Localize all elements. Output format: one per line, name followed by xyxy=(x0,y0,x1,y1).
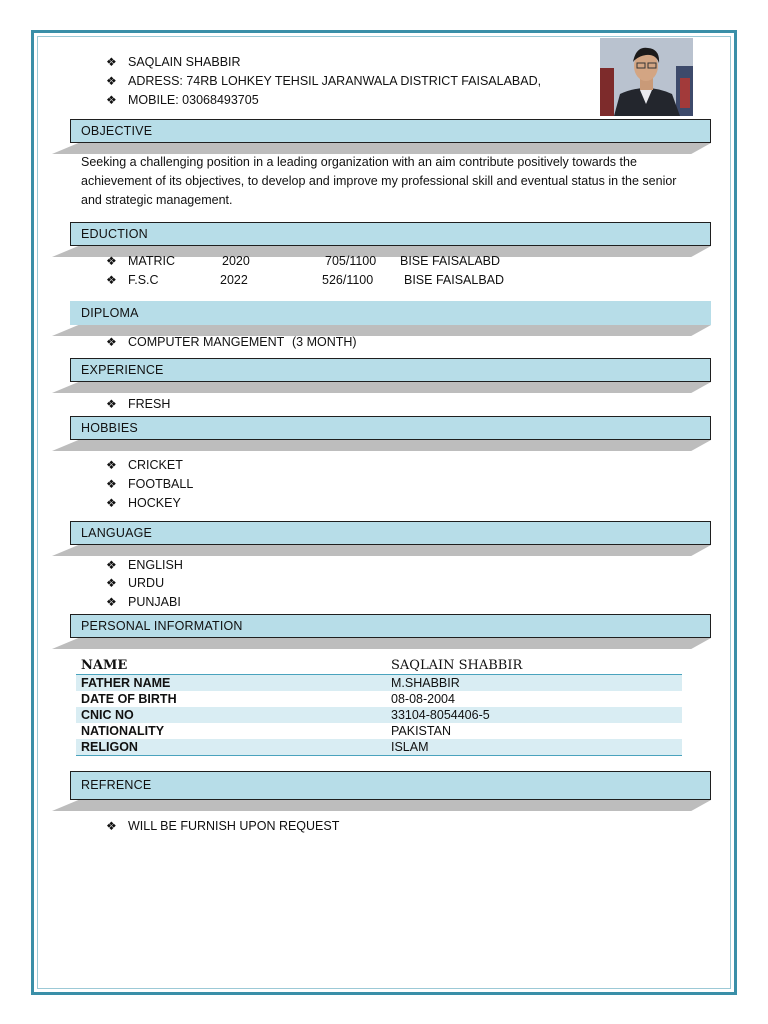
bullet-diamond-icon: ❖ xyxy=(106,335,117,349)
bullet-diamond-icon: ❖ xyxy=(106,477,117,491)
info-label: FATHER NAME xyxy=(76,675,386,692)
info-label: CNIC NO xyxy=(76,707,386,723)
section-header-experience: EXPERIENCE xyxy=(70,358,711,382)
contact-name: ❖ SAQLAIN SHABBIR xyxy=(106,55,241,69)
table-row xyxy=(76,675,682,692)
section-header-objective: OBJECTIVE xyxy=(70,119,711,143)
bullet-diamond-icon: ❖ xyxy=(106,55,117,69)
bullet-diamond-icon: ❖ xyxy=(106,595,117,609)
table-row xyxy=(76,707,682,723)
section-header-personal-information: PERSONAL INFORMATION xyxy=(70,614,711,638)
bullet-diamond-icon: ❖ xyxy=(106,254,117,268)
bullet-diamond-icon: ❖ xyxy=(106,74,117,88)
hobby-item: ❖ HOCKEY xyxy=(106,496,181,510)
info-label: DATE OF BIRTH xyxy=(81,692,177,706)
info-value: 33104-8054406-5 xyxy=(386,707,682,723)
table-row xyxy=(76,723,682,739)
education-board: BISE FAISALABD xyxy=(400,254,501,268)
profile-photo xyxy=(600,38,693,116)
education-year: 2020 xyxy=(222,254,250,268)
section-header-education: EDUCTION xyxy=(70,222,711,246)
info-value: ISLAM xyxy=(386,739,682,756)
contact-address: ❖ ADRESS: 74RB LOHKEY TEHSIL JARANWALA DISTRICT FAISALABAD, xyxy=(106,74,542,88)
bullet-diamond-icon: ❖ xyxy=(106,273,117,287)
bullet-diamond-icon: ❖ xyxy=(106,458,117,472)
education-row xyxy=(106,254,128,269)
education-level: F.S.C xyxy=(128,273,159,287)
reference-item: ❖ WILL BE FURNISH UPON REQUEST xyxy=(106,819,340,833)
hobby-item: ❖ CRICKET xyxy=(106,458,183,472)
personal-info-table xyxy=(76,656,682,756)
person-portrait-icon xyxy=(600,38,693,116)
info-value: M.SHABBIR xyxy=(386,675,682,692)
info-value: 08-08-2004 xyxy=(391,692,455,706)
info-label: NATIONALITY xyxy=(81,724,165,738)
language-item: ❖ ENGLISH xyxy=(106,558,183,572)
table-row xyxy=(76,656,682,675)
bullet-diamond-icon: ❖ xyxy=(106,397,117,411)
section-header-diploma: DIPLOMA xyxy=(70,301,711,325)
info-value: SAQLAIN SHABBIR xyxy=(386,656,682,675)
language-item: ❖ URDU xyxy=(106,576,165,590)
education-marks: 526/1100 xyxy=(322,273,374,287)
contact-mobile: ❖ MOBILE: 03068493705 xyxy=(106,93,259,107)
education-level: MATRIC xyxy=(128,254,175,268)
bullet-diamond-icon: ❖ xyxy=(106,496,117,510)
section-header-reference: REFRENCE xyxy=(70,771,711,800)
section-header-language: LANGUAGE xyxy=(70,521,711,545)
bullet-diamond-icon: ❖ xyxy=(106,576,117,590)
table-row xyxy=(76,739,682,756)
education-row xyxy=(106,273,128,288)
diploma-item: ❖ COMPUTER MANGEMENT xyxy=(106,335,285,349)
info-label: NAME xyxy=(76,656,386,675)
objective-text: Seeking a challenging position in a leading organization with an aim contribute positively towards the achievement of its objectives, to develop and improve my professional skill and eventual status in the senior and strategic management. xyxy=(81,155,677,207)
bullet-diamond-icon: ❖ xyxy=(106,819,117,833)
info-label: RELIGON xyxy=(76,739,386,756)
section-header-hobbies: HOBBIES xyxy=(70,416,711,440)
language-item: ❖ PUNJABI xyxy=(106,595,181,609)
education-marks: 705/1100 xyxy=(325,254,377,268)
education-year: 2022 xyxy=(220,273,248,287)
info-value: PAKISTAN xyxy=(391,724,451,738)
bullet-diamond-icon: ❖ xyxy=(106,93,117,107)
table-row xyxy=(76,691,682,707)
education-board: BISE FAISALBAD xyxy=(404,273,505,287)
experience-item: ❖ FRESH xyxy=(106,397,171,411)
diploma-duration: (3 MONTH) xyxy=(292,335,357,349)
hobby-item: ❖ FOOTBALL xyxy=(106,477,194,491)
bullet-diamond-icon: ❖ xyxy=(106,558,117,572)
